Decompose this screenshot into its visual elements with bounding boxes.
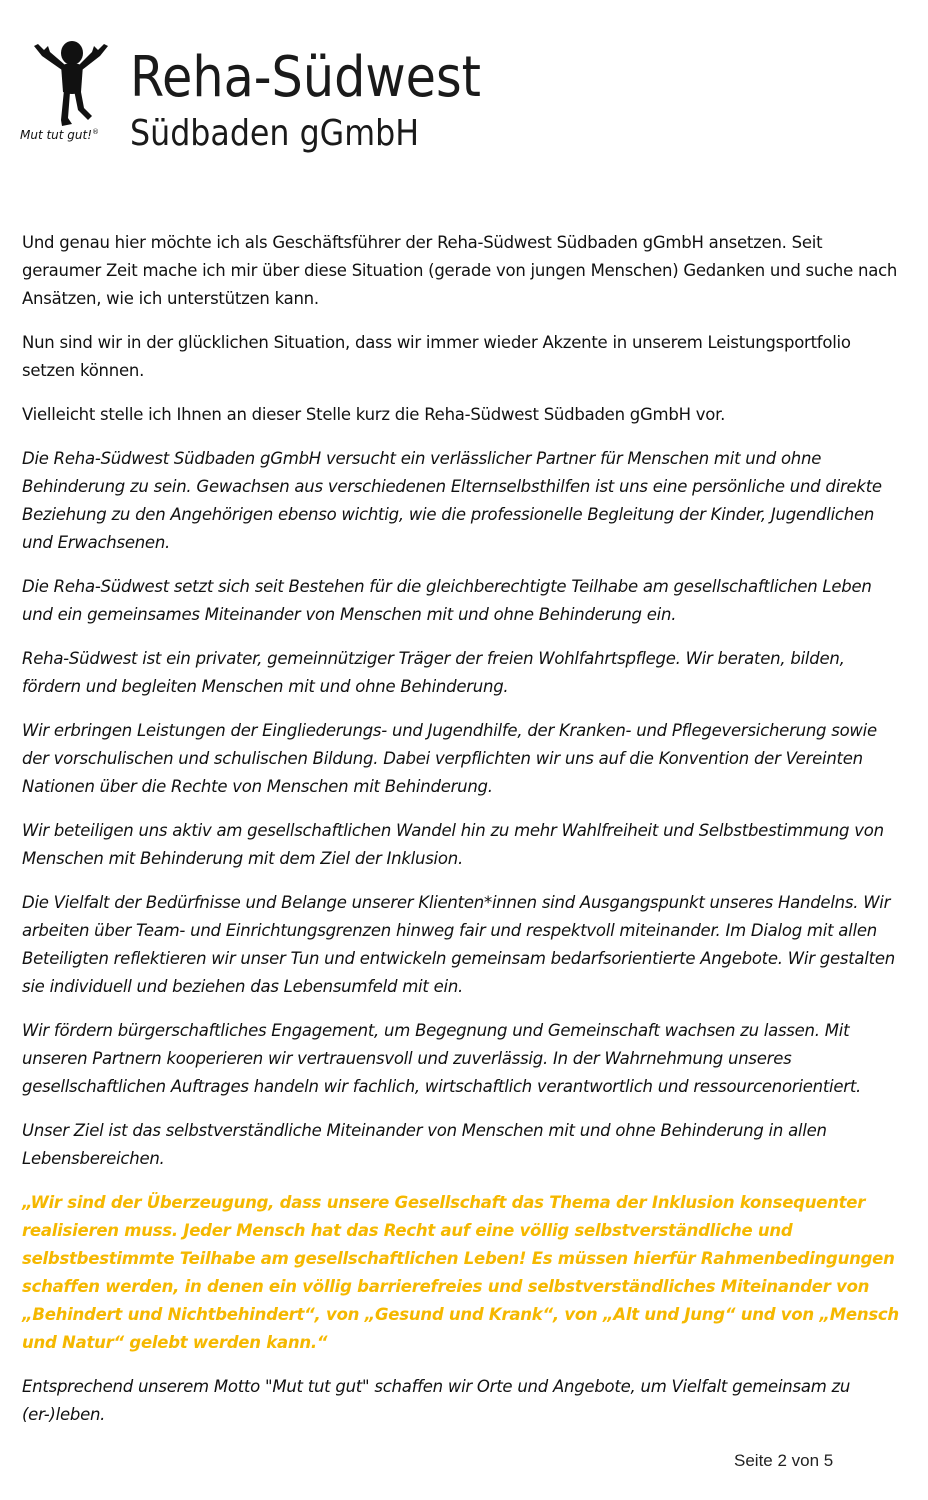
- logo-title: Reha-Südwest: [130, 45, 481, 110]
- paragraph: Wir fördern bürgerschaftliches Engagement, um Begegnung und Gemeinschaft wachsen zu lassen. Mit unseren Partnern kooperieren wir vertrauensvoll und zuverlässig. In der Wahrnehmung unseres gesellschaftlichen Auftrages handeln wir fachlich, wirtschaftlich verantwortlich und ressourcenorientiert.: [22, 1021, 862, 1096]
- paragraph: Wir erbringen Leistungen der Eingliederungs- und Jugendhilfe, der Kranken- und Pflegeversicherung sowie der vorschulischen und schulischen Bildung. Dabei verpflichten wir uns auf die Konvention der Vereinten Nationen über die Rechte von Menschen mit Behinderung.: [22, 721, 877, 796]
- paragraph: Nun sind wir in der glücklichen Situation, dass wir immer wieder Akzente in unserem Leistungsportfolio setzen können.: [22, 333, 851, 380]
- letter-body: [22, 229, 902, 1445]
- paragraph: Die Reha-Südwest setzt sich seit Bestehen für die gleichberechtigte Teilhabe am gesellschaftlichen Leben und ein gemeinsames Miteinander von Menschen mit und ohne Behinderung ein.: [22, 577, 872, 624]
- paragraph: Entsprechend unserem Motto "Mut tut gut" schaffen wir Orte und Angebote, um Vielfalt gemeinsam zu (er-)leben.: [22, 1377, 851, 1424]
- paragraph: Die Reha-Südwest Südbaden gGmbH versucht ein verlässlicher Partner für Menschen mit und ohne Behinderung zu sein. Gewachsen aus verschiedenen Elternselbsthilfen ist uns eine persönliche und direkte Beziehung zu den Angehörigen ebenso wichtig, wie die professionelle Begleitung der Kinder, Jugendlichen und Erwachsenen.: [22, 449, 882, 552]
- paragraph: Reha-Südwest ist ein privater, gemeinnütziger Träger der freien Wohlfahrtspflege. Wir beraten, bilden, fördern und begleiten Menschen mit und ohne Behinderung.: [22, 649, 845, 696]
- paragraph: Die Vielfalt der Bedürfnisse und Belange unserer Klienten*innen sind Ausgangspunkt unseres Handelns. Wir arbeiten über Team- und Einrichtungsgrenzen hinweg fair und respektvoll miteinander. Im Dialog mit allen Beteiligten reflektieren wir unser Tun und entwickeln gemeinsam bedarfsorientierte Angebote. Wir gestalten sie individuell und beziehen das Lebensumfeld mit ein.: [22, 893, 895, 996]
- page-number: Seite 2 von 5: [734, 1451, 834, 1470]
- logo-subtitle: Südbaden gGmbH: [130, 113, 420, 154]
- highlighted-quote: „Wir sind der Überzeugung, dass unsere Gesellschaft das Thema der Inklusion konsequenter realisieren muss. Jeder Mensch hat das Recht auf eine völlig selbstverständliche und selbstbestimmte Teilhabe am gesellschaftlichen Leben! Es müssen hierfür Rahmenbedingungen schaffen werden, in denen ein völlig barrierefreies und selbstverständliches Miteinander von „Behindert und Nichtbehindert“, von „Gesund und Krank“, von „Alt und Jung“ und von „Mensch und Natur“ gelebt werden kann.“: [22, 1193, 899, 1352]
- logo-figure-icon: [28, 40, 116, 132]
- logo-tagline: Mut tut gut!®: [20, 128, 100, 142]
- paragraph: Unser Ziel ist das selbstverständliche Miteinander von Menschen mit und ohne Behinderung in allen Lebensbereichen.: [22, 1121, 827, 1168]
- paragraph: Wir beteiligen uns aktiv am gesellschaftlichen Wandel hin zu mehr Wahlfreiheit und Selbstbestimmung von Menschen mit Behinderung mit dem Ziel der Inklusion.: [22, 821, 884, 868]
- letterhead: [20, 40, 540, 160]
- paragraph: Und genau hier möchte ich als Geschäftsführer der Reha-Südwest Südbaden gGmbH ansetzen. Seit geraumer Zeit mache ich mir über diese Situation (gerade von jungen Menschen) Gedanken und suche nach Ansätzen, wie ich unterstützen kann.: [22, 233, 898, 308]
- paragraph: Vielleicht stelle ich Ihnen an dieser Stelle kurz die Reha-Südwest Südbaden gGmbH vor.: [22, 405, 726, 424]
